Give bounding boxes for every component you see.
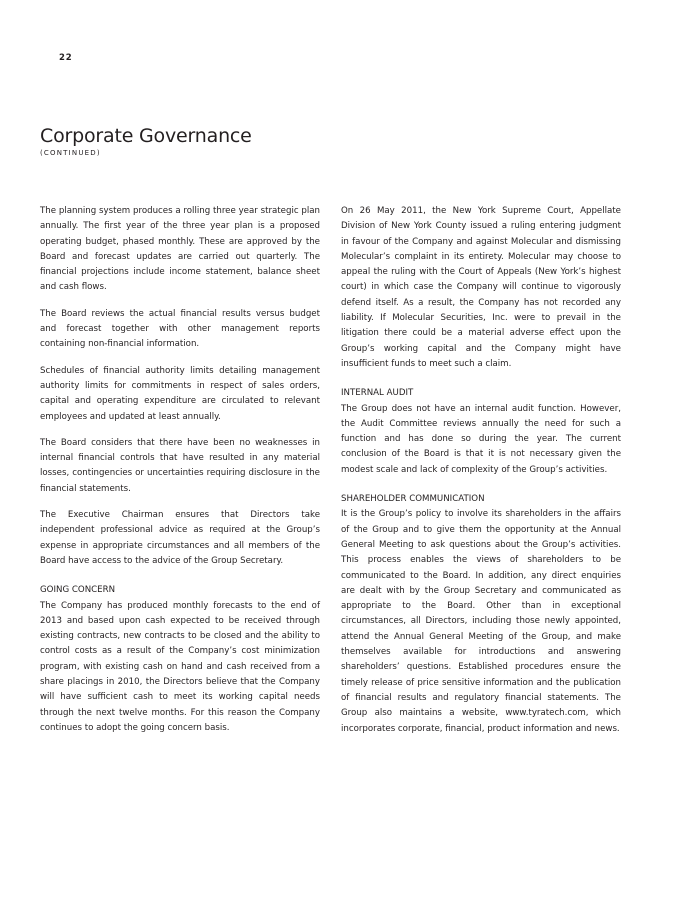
professional-advice-paragraph: The Executive Chairman ensures that Directors take independent professional advice as required at the Group’s expense in appropriate circumstances and all members of the Board have access to the advice of the Group Secretary. [40, 510, 320, 566]
authority-limits-paragraph: Schedules of financial authority limits detailing management authority limits for commitments in respect of sales orders, capital and operating expenditure are circulated to relevant employees and updated at least annually. [40, 365, 320, 422]
shareholder-communication-paragraph: It is the Group’s policy to involve its shareholders in the affairs of the Group and to give them the opportunity at the Annual General Meeting to ask questions about the Group’s activities. This process enables the views of shareholders to be communicated to the Board. In addition, any direct enquiries are dealt with by the Group Secretary and communicated as appropriate to the Board. Other than in exceptional circumstances, all Directors, including those newly appointed, attend the Annual General Meeting of the Group, and make themselves available for introductions and answering shareholders’ questions. Established procedures ensure the timely release of price sensitive information and the publication of financial results and regulatory financial statements. The Group also maintains a website, www.tyratech.com, which incorporates corporate, financial, product information and news. [341, 509, 621, 734]
board-review-paragraph: The Board reviews the actual financial results versus budget and forecast together with other management reports containing non-financial information. [40, 308, 320, 350]
right-column [341, 204, 621, 748]
going-concern-heading: GOING CONCERN [40, 585, 116, 596]
internal-audit-paragraph: The Group does not have an internal audit function. However, the Audit Committee reviews annually the need for such a function and has done so during the year. The current conclusion of the Board is that it is not necessary given the modest scale and lack of complexity of the Group’s activities. [341, 403, 621, 475]
planning-system-paragraph: The planning system produces a rolling three year strategic plan annually. The first year of the three year plan is a proposed operating budget, phased monthly. These are approved by the Board and forecast updates are carried out quarterly. The financial projections include income statement, balance sheet and cash flows. [40, 206, 320, 293]
left-column [40, 204, 320, 747]
internal-controls-paragraph: The Board considers that there have been no weaknesses in internal financial controls that have resulted in any material losses, contingencies or uncertainties requiring disclosure in the financial statements. [40, 437, 320, 494]
going-concern-paragraph: The Company has produced monthly forecasts to the end of 2013 and based upon cash expected to be received through existing contracts, new contracts to be closed and the ability to control costs as a result of the Company’s cost minimization program, with existing cash on hand and cash received from a share placings in 2010, the Directors believe that the Company will have sufficient cash to meet its working capital needs through the next twelve months. For this reason the Company continues to adopt the going concern basis. [40, 600, 320, 733]
court-ruling-paragraph: On 26 May 2011, the New York Supreme Court, Appellate Division of New York County issued a ruling entering judgment in favour of the Company and against Molecular and dismissing Molecular’s complaint in its entirety. Molecular may choose to appeal the ruling with the Court of Appeals (New York’s highest court) in which case the Company will continue to vigorously defend itself. As a result, the Company has not recorded any liability. If Molecular Securities, Inc. were to prevail in the litigation there could be a material adverse effect upon the Group’s working capital and the Company might have insufficient funds to meet such a claim. [341, 206, 621, 369]
page-number: 22 [59, 53, 73, 63]
title-block [40, 125, 252, 157]
page-subtitle: (CONTINUED) [40, 149, 101, 157]
shareholder-communication-heading: SHAREHOLDER COMMUNICATION [341, 494, 485, 505]
internal-audit-heading: INTERNAL AUDIT [341, 388, 414, 399]
page-title: Corporate Governance [40, 125, 252, 147]
